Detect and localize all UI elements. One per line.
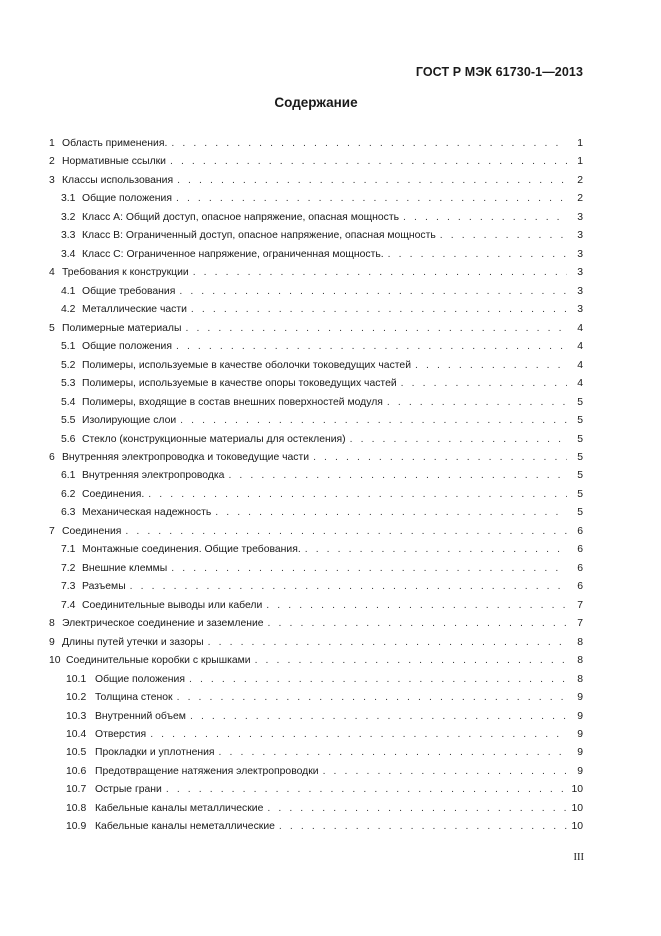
toc-entry-label: Кабельные каналы неметаллические	[95, 821, 275, 833]
toc-entry-page: 3	[577, 230, 583, 242]
toc-entry-page: 5	[577, 433, 583, 445]
toc-entry-page: 6	[577, 562, 583, 574]
toc-entry-page: 5	[577, 470, 583, 482]
toc-entry[interactable]	[49, 156, 583, 174]
toc-entry-number: 2	[49, 156, 55, 168]
toc-entry-page: 8	[577, 673, 583, 685]
toc-entry[interactable]	[49, 175, 583, 193]
toc-entry[interactable]	[49, 378, 583, 396]
toc-entry-number: 7.1	[61, 544, 76, 556]
toc-entry[interactable]	[49, 397, 583, 415]
toc-entry-page: 7	[577, 618, 583, 630]
toc-entry[interactable]	[49, 692, 583, 710]
toc-entry-page: 5	[577, 415, 583, 427]
toc-entry-number: 7	[49, 525, 55, 537]
toc-entry[interactable]	[49, 655, 583, 673]
toc-entry-label: Длины путей утечки и зазоры	[62, 636, 204, 648]
toc-entry-page: 3	[577, 285, 583, 297]
toc-entry-number: 4	[49, 267, 55, 279]
toc-entry-number: 3.4	[61, 248, 76, 260]
toc-entry-label: Изолирующие слои	[82, 415, 177, 427]
toc-leader-dots	[125, 526, 567, 537]
toc-entry-number: 3.1	[61, 193, 76, 205]
toc-title: Содержание	[274, 95, 358, 110]
toc-leader-dots	[171, 563, 567, 574]
toc-entry-label: Общие положения	[95, 673, 185, 685]
toc-entry-label: Класс С: Ограниченное напряжение, ограниченная мощность.	[82, 248, 384, 260]
toc-entry[interactable]	[49, 452, 583, 470]
toc-entry-number: 10.1	[66, 673, 87, 685]
toc-entry-page: 6	[577, 525, 583, 537]
toc-entry-number: 6.1	[61, 470, 76, 482]
toc-entry-number: 10.9	[66, 821, 87, 833]
toc-entry[interactable]	[49, 526, 583, 544]
toc-entry-label: Внутренняя электропроводка	[82, 470, 225, 482]
toc-entry-label: Общие положения	[82, 341, 172, 353]
toc-entry-label: Механическая надежность	[82, 507, 212, 519]
toc-entry[interactable]	[49, 360, 583, 378]
toc-entry-number: 5.2	[61, 359, 76, 371]
toc-entry[interactable]	[49, 341, 583, 359]
toc-leader-dots	[208, 637, 567, 648]
toc-entry[interactable]	[49, 489, 583, 507]
toc-leader-dots	[189, 674, 567, 685]
toc-entry-page: 9	[577, 729, 583, 740]
toc-entry-number: 10	[49, 655, 61, 667]
toc-leader-dots	[166, 784, 567, 795]
toc-entry-label: Электрическое соединение и заземление	[62, 618, 264, 630]
toc-entry-label: Острые грани	[95, 784, 162, 796]
toc-entry-label: Соединения.	[82, 488, 145, 500]
toc-entry-page: 5	[577, 451, 583, 463]
toc-entry-number: 5.4	[61, 396, 76, 408]
toc-entry-number: 10.4	[66, 729, 87, 740]
toc-entry-page: 5	[577, 396, 583, 408]
toc-entry-page: 2	[577, 193, 583, 205]
toc-entry-label: Соединительные коробки с крышками	[66, 655, 251, 667]
toc-entry-page: 1	[577, 138, 583, 149]
standard-designation: ГОСТ Р МЭК 61730-1—2013	[415, 65, 583, 79]
toc-entry-page: 7	[577, 599, 583, 611]
toc-entry-page: 4	[577, 378, 583, 390]
toc-leader-dots	[267, 803, 567, 814]
toc-entry-page: 6	[577, 544, 583, 556]
toc-entry[interactable]	[49, 286, 583, 304]
toc-entry[interactable]	[49, 323, 583, 341]
toc-entry-number: 4.2	[61, 304, 76, 316]
toc-entry-label: Нормативные ссылки	[62, 156, 166, 168]
toc-entry-page: 6	[577, 581, 583, 593]
toc-entry-label: Требования к конструкции	[62, 267, 189, 279]
toc-entry-number: 10.8	[66, 802, 87, 814]
toc-entry-page: 4	[577, 341, 583, 353]
toc-entry[interactable]	[49, 821, 583, 839]
toc-entry-label: Общие положения	[82, 193, 172, 205]
toc-entry[interactable]	[49, 563, 583, 581]
toc-entry-number: 6.2	[61, 488, 76, 500]
toc-leader-dots	[176, 193, 567, 204]
toc-leader-dots	[219, 747, 567, 758]
toc-entry-label: Полимерные материалы	[62, 322, 182, 334]
toc-entry-page: 5	[577, 507, 583, 519]
toc-entry[interactable]	[49, 249, 583, 267]
toc-entry-page: 9	[577, 692, 583, 704]
toc-entry-number: 5.5	[61, 415, 76, 427]
toc-entry-number: 10.3	[66, 710, 87, 722]
toc-entry-page: 9	[577, 765, 583, 777]
toc-entry-page: 3	[577, 304, 583, 316]
toc-leader-dots	[191, 304, 567, 315]
toc-entry[interactable]	[49, 267, 583, 285]
toc-entry[interactable]	[49, 193, 583, 211]
toc-entry-label: Кабельные каналы металлические	[95, 802, 264, 814]
toc-entry[interactable]	[49, 600, 583, 618]
toc-leader-dots	[401, 378, 567, 389]
toc-entry-page: 8	[577, 636, 583, 648]
toc-entry-number: 9	[49, 636, 55, 648]
page-number: III	[573, 852, 584, 863]
toc-entry[interactable]	[49, 747, 583, 765]
toc-entry-number: 3	[49, 174, 55, 186]
toc-entry-label: Классы использования	[62, 174, 174, 186]
toc-entry-label: Полимеры, используемые в качестве оболочки токоведущих частей	[82, 359, 411, 371]
toc-entry-number: 5.1	[61, 341, 76, 353]
table-of-contents	[49, 138, 583, 840]
toc-leader-dots	[415, 360, 567, 371]
toc-entry-number: 10.5	[66, 747, 87, 759]
toc-entry[interactable]	[49, 711, 583, 729]
toc-entry-label: Область применения.	[62, 138, 168, 149]
toc-entry-label: Полимеры, входящие в состав внешних поверхностей модуля	[82, 396, 383, 408]
toc-leader-dots	[177, 175, 567, 186]
toc-entry-page: 3	[577, 248, 583, 260]
toc-entry-number: 1	[49, 138, 55, 149]
toc-entry-label: Внутренний объем	[95, 710, 186, 722]
toc-entry-page: 3	[577, 267, 583, 279]
toc-entry-label: Соединения	[62, 525, 122, 537]
toc-entry[interactable]	[49, 507, 583, 525]
toc-entry-label: Полимеры, используемые в качестве опоры токоведущих частей	[82, 378, 397, 390]
toc-entry[interactable]	[49, 415, 583, 433]
toc-entry-number: 4.1	[61, 285, 76, 297]
toc-leader-dots	[148, 489, 567, 500]
toc-entry-number: 10.7	[66, 784, 87, 796]
toc-entry-label: Разъемы	[82, 581, 126, 593]
toc-entry-label: Монтажные соединения. Общие требования.	[82, 544, 301, 556]
toc-entry-label: Отверстия	[95, 729, 147, 740]
toc-entry-label: Толщина стенок	[95, 692, 173, 704]
toc-entry-number: 5.3	[61, 378, 76, 390]
toc-leader-dots	[176, 341, 567, 352]
toc-leader-dots	[180, 415, 567, 426]
toc-entry-page: 10	[571, 802, 583, 814]
toc-entry[interactable]	[49, 729, 583, 747]
toc-leader-dots	[268, 618, 567, 629]
toc-leader-dots	[305, 544, 567, 555]
toc-leader-dots	[170, 156, 567, 167]
toc-entry-page: 5	[577, 488, 583, 500]
toc-entry-label: Класс В: Ограниченный доступ, опасное напряжение, опасная мощность	[82, 230, 436, 242]
toc-leader-dots	[177, 692, 567, 703]
toc-entry-page: 4	[577, 322, 583, 334]
toc-entry-page: 10	[571, 821, 583, 833]
toc-entry-number: 7.2	[61, 562, 76, 574]
toc-entry-number: 5	[49, 322, 55, 334]
toc-entry-page: 2	[577, 174, 583, 186]
toc-entry[interactable]	[49, 138, 583, 156]
toc-leader-dots	[185, 323, 567, 334]
toc-entry[interactable]	[49, 544, 583, 562]
toc-leader-dots	[215, 507, 567, 518]
toc-entry[interactable]	[49, 637, 583, 655]
toc-leader-dots	[130, 581, 567, 592]
toc-entry-page: 8	[577, 655, 583, 667]
toc-leader-dots	[255, 655, 567, 666]
toc-leader-dots	[228, 470, 567, 481]
toc-entry-number: 7.4	[61, 599, 76, 611]
toc-leader-dots	[279, 821, 567, 832]
toc-leader-dots	[313, 452, 567, 463]
toc-entry-page: 1	[577, 156, 583, 168]
toc-leader-dots	[387, 397, 567, 408]
toc-entry[interactable]	[49, 803, 583, 821]
toc-entry-page: 4	[577, 359, 583, 371]
toc-entry-label: Прокладки и уплотнения	[95, 747, 215, 759]
toc-entry-label: Внутренняя электропроводка и токоведущие части	[62, 451, 310, 463]
toc-entry[interactable]	[49, 304, 583, 322]
toc-leader-dots	[190, 711, 567, 722]
toc-entry-page: 3	[577, 211, 583, 223]
toc-entry-page: 10	[571, 784, 583, 796]
toc-entry-number: 6	[49, 451, 55, 463]
toc-leader-dots	[150, 729, 567, 740]
toc-entry[interactable]	[49, 581, 583, 599]
toc-leader-dots	[266, 600, 567, 611]
toc-entry[interactable]	[49, 618, 583, 636]
toc-entry-number: 8	[49, 618, 55, 630]
toc-leader-dots	[388, 249, 567, 260]
toc-entry-label: Металлические части	[82, 304, 187, 316]
toc-entry[interactable]	[49, 212, 583, 230]
toc-leader-dots	[171, 138, 567, 149]
toc-entry[interactable]	[49, 470, 583, 488]
toc-leader-dots	[179, 286, 567, 297]
toc-entry-number: 6.3	[61, 507, 76, 519]
toc-leader-dots	[350, 434, 567, 445]
toc-leader-dots	[193, 267, 567, 278]
toc-entry-label: Стекло (конструкционные материалы для остекления)	[82, 433, 346, 445]
toc-entry-number: 5.6	[61, 433, 76, 445]
toc-entry[interactable]	[49, 784, 583, 802]
toc-entry-label: Соединительные выводы или кабели	[82, 599, 263, 611]
toc-entry[interactable]	[49, 434, 583, 452]
toc-leader-dots	[403, 212, 567, 223]
toc-entry-number: 3.2	[61, 211, 76, 223]
toc-entry[interactable]	[49, 230, 583, 248]
toc-entry-label: Внешние клеммы	[82, 562, 168, 574]
toc-entry[interactable]	[49, 766, 583, 784]
toc-entry-page: 9	[577, 710, 583, 722]
toc-entry-label: Общие требования	[82, 285, 176, 297]
toc-entry-label: Класс А: Общий доступ, опасное напряжение, опасная мощность	[82, 211, 400, 223]
toc-entry-label: Предотвращение натяжения электропроводки	[95, 765, 319, 777]
toc-entry-number: 10.6	[66, 765, 87, 777]
toc-entry[interactable]	[49, 674, 583, 692]
toc-entry-number: 10.2	[66, 692, 87, 704]
toc-leader-dots	[440, 230, 567, 241]
toc-entry-page: 9	[577, 747, 583, 759]
toc-leader-dots	[323, 766, 567, 777]
toc-entry-number: 7.3	[61, 581, 76, 593]
toc-entry-number: 3.3	[61, 230, 76, 242]
